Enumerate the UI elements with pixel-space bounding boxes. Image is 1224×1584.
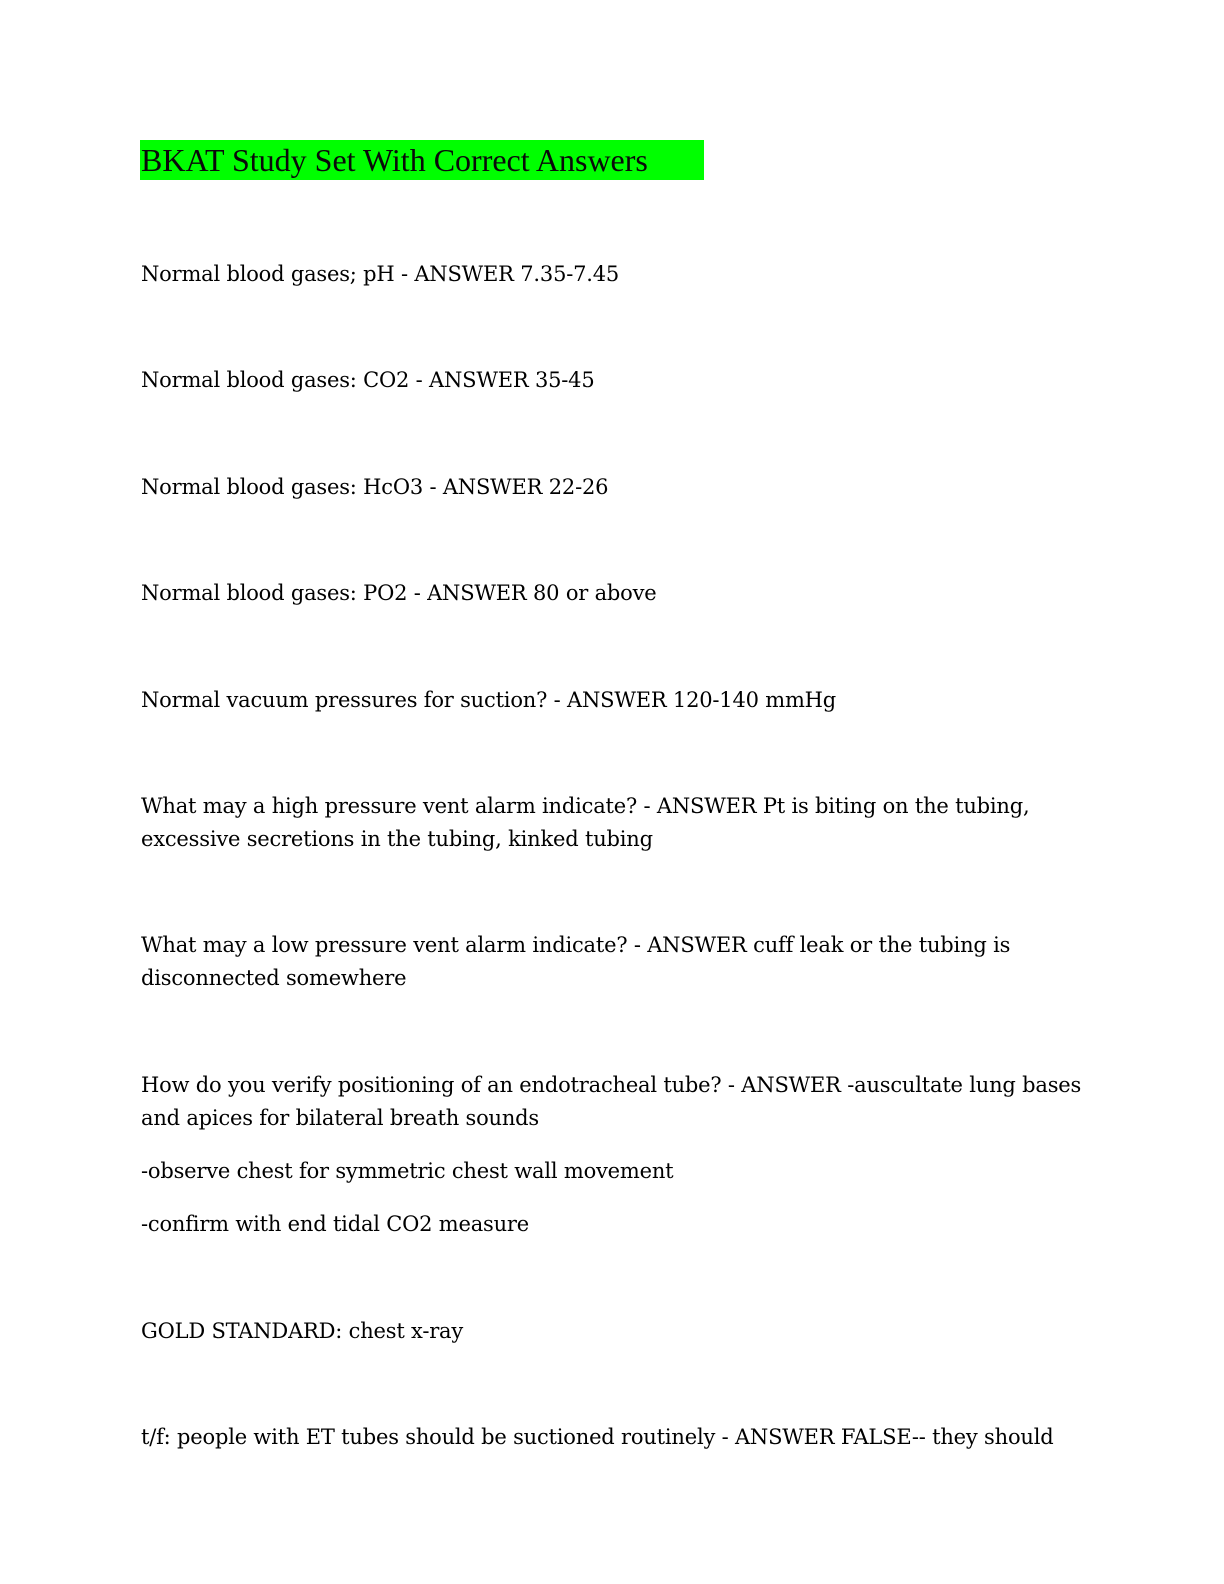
qa-line-high-pressure-2: excessive secretions in the tubing, kinked tubing <box>141 827 653 851</box>
qa-line-et-tube-2: and apices for bilateral breath sounds <box>141 1106 539 1130</box>
qa-line-po2: Normal blood gases: PO2 - ANSWER 80 or above <box>141 581 657 605</box>
document-title <box>140 140 704 180</box>
qa-line-ph: Normal blood gases; pH - ANSWER 7.35-7.45 <box>141 262 620 286</box>
qa-line-hco3: Normal blood gases: HcO3 - ANSWER 22-26 <box>141 475 609 499</box>
qa-line-et-tube-3: -observe chest for symmetric chest wall movement <box>141 1159 674 1183</box>
qa-line-low-pressure-2: disconnected somewhere <box>141 966 407 990</box>
qa-line-et-tube-4: -confirm with end tidal CO2 measure <box>141 1212 530 1236</box>
document-title-text: BKAT Study Set With Correct Answers <box>141 142 648 178</box>
qa-line-gold-standard: GOLD STANDARD: chest x-ray <box>141 1319 464 1343</box>
qa-line-et-tube-1: How do you verify positioning of an endotracheal tube? - ANSWER -auscultate lung bases <box>141 1073 1082 1097</box>
qa-line-high-pressure-1: What may a high pressure vent alarm indicate? - ANSWER Pt is biting on the tubing, <box>141 794 1030 818</box>
qa-line-low-pressure-1: What may a low pressure vent alarm indicate? - ANSWER cuff leak or the tubing is <box>141 933 1011 957</box>
qa-line-co2: Normal blood gases: CO2 - ANSWER 35-45 <box>141 368 595 392</box>
qa-line-suction-routine: t/f: people with ET tubes should be suctioned routinely - ANSWER FALSE-- they should <box>141 1425 1054 1449</box>
qa-line-suction: Normal vacuum pressures for suction? - ANSWER 120-140 mmHg <box>141 688 837 712</box>
